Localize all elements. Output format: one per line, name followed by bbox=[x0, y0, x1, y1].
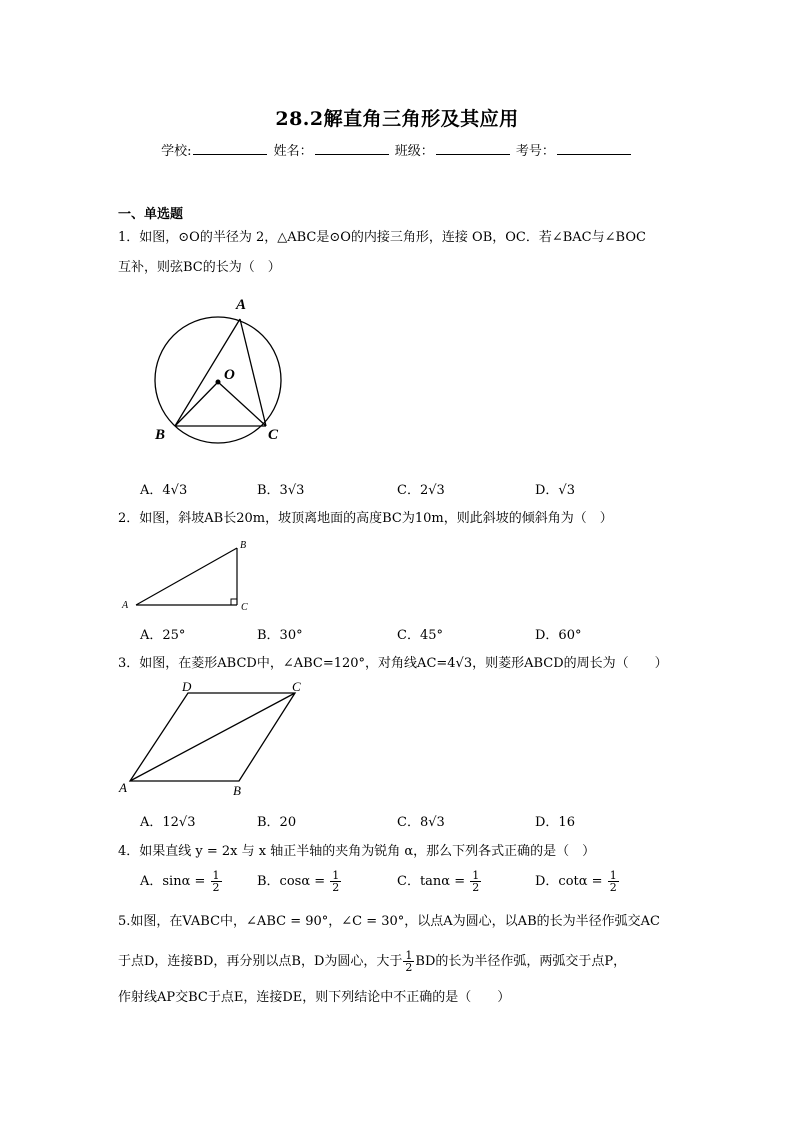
q3-option-d[interactable]: D．16 bbox=[535, 815, 575, 830]
question-2-figure bbox=[118, 535, 258, 615]
fraction: $\frac{1}{2}$ bbox=[332, 869, 340, 894]
q1-option-c[interactable]: C．2√3 bbox=[397, 483, 445, 498]
page-title: 28.2解直角三角形及其应用 bbox=[275, 108, 519, 130]
label-a: A bbox=[236, 297, 247, 313]
fraction: $\frac{1}{2}$ bbox=[405, 949, 413, 974]
exam-number-label: 考号： bbox=[515, 144, 555, 159]
diagonal-ac bbox=[130, 693, 295, 781]
label-c: C bbox=[241, 602, 248, 613]
q3-option-b[interactable]: B．20 bbox=[257, 815, 297, 830]
label-b: B bbox=[233, 783, 241, 798]
label-d: D bbox=[182, 679, 192, 694]
question-1-figure bbox=[145, 290, 305, 450]
q4-option-a[interactable] bbox=[140, 870, 223, 893]
fraction: $\frac{1}{2}$ bbox=[472, 869, 480, 894]
slope-ab bbox=[136, 548, 237, 605]
label-c: C bbox=[292, 679, 301, 694]
q2-option-a[interactable]: A．25° bbox=[140, 628, 186, 643]
label-b: B bbox=[155, 427, 166, 443]
question-5-line-2 bbox=[118, 950, 626, 973]
question-1-line-2: 互补，则弦BC的长为（ ） bbox=[118, 260, 281, 275]
q1-option-b[interactable]: B．3√3 bbox=[257, 483, 305, 498]
student-info-row bbox=[0, 140, 794, 159]
q4-option-d-prefix: D．cotα = bbox=[535, 874, 603, 889]
fraction: $\frac{1}{2}$ bbox=[609, 869, 617, 894]
label-a: A bbox=[122, 600, 129, 611]
exam-number-blank[interactable] bbox=[557, 142, 631, 155]
question-5-line-2-pre: 于点D，连接BD，再分别以点B，D为圆心，大于 bbox=[118, 954, 403, 969]
q3-option-a[interactable]: A．12√3 bbox=[140, 815, 196, 830]
q4-option-c[interactable] bbox=[397, 870, 482, 893]
q2-option-d[interactable]: D．60° bbox=[535, 628, 582, 643]
question-3-figure bbox=[115, 676, 315, 801]
question-3-line-1: 3．如图，在菱形ABCD中，∠ABC=120°，对角线AC=4√3，则菱形ABCD的周长为（ ） bbox=[118, 656, 668, 671]
q4-option-b-prefix: B．cosα = bbox=[257, 874, 326, 889]
question-5-line-1: 5.如图，在VABC中，∠ABC = 90°，∠C = 30°，以点A为圆心，以AB的长为半径作弧交AC bbox=[118, 914, 660, 929]
question-5-line-2-post: BD的长为半径作弧，两弧交于点P， bbox=[415, 954, 627, 969]
class-label: 班级： bbox=[394, 144, 434, 159]
school-label: 学校: bbox=[161, 144, 192, 159]
q4-option-c-prefix: C．tanα = bbox=[397, 874, 466, 889]
q1-option-d[interactable]: D．√3 bbox=[535, 483, 575, 498]
question-1-line-1: 1．如图，⊙O的半径为 2，△ABC是⊙O的内接三角形，连接 OB，OC．若∠BAC与∠BOC bbox=[118, 230, 646, 245]
name-blank[interactable] bbox=[315, 142, 389, 155]
q4-option-d[interactable] bbox=[535, 870, 620, 893]
name-label: 姓名： bbox=[273, 144, 313, 159]
label-c: C bbox=[268, 427, 279, 443]
q2-option-c[interactable]: C．45° bbox=[397, 628, 443, 643]
label-b: B bbox=[240, 540, 247, 551]
label-a: A bbox=[119, 780, 127, 795]
label-o: O bbox=[224, 367, 235, 383]
radius-ob bbox=[175, 382, 218, 426]
class-blank[interactable] bbox=[436, 142, 510, 155]
section-title: 一、单选题 bbox=[118, 207, 184, 222]
fraction: $\frac{1}{2}$ bbox=[212, 869, 220, 894]
q3-option-c[interactable]: C．8√3 bbox=[397, 815, 445, 830]
q2-option-b[interactable]: B．30° bbox=[257, 628, 303, 643]
center-point bbox=[216, 380, 221, 385]
question-2-line-1: 2．如图，斜坡AB长20m，坡顶离地面的高度BC为10m，则此斜坡的倾斜角为（ ） bbox=[118, 511, 613, 526]
q4-option-a-prefix: A．sinα = bbox=[140, 874, 206, 889]
radius-oc bbox=[218, 382, 266, 426]
q4-option-b[interactable] bbox=[257, 870, 342, 893]
question-5-line-3: 作射线AP交BC于点E，连接DE，则下列结论中不正确的是（ ） bbox=[118, 990, 511, 1005]
right-angle-mark bbox=[231, 599, 237, 605]
q1-option-a[interactable]: A．4√3 bbox=[140, 483, 188, 498]
school-blank[interactable] bbox=[193, 142, 267, 155]
question-4-line-1: 4．如果直线 y = 2x 与 x 轴正半轴的夹角为锐角 α，那么下列各式正确的是（ ） bbox=[118, 844, 596, 859]
